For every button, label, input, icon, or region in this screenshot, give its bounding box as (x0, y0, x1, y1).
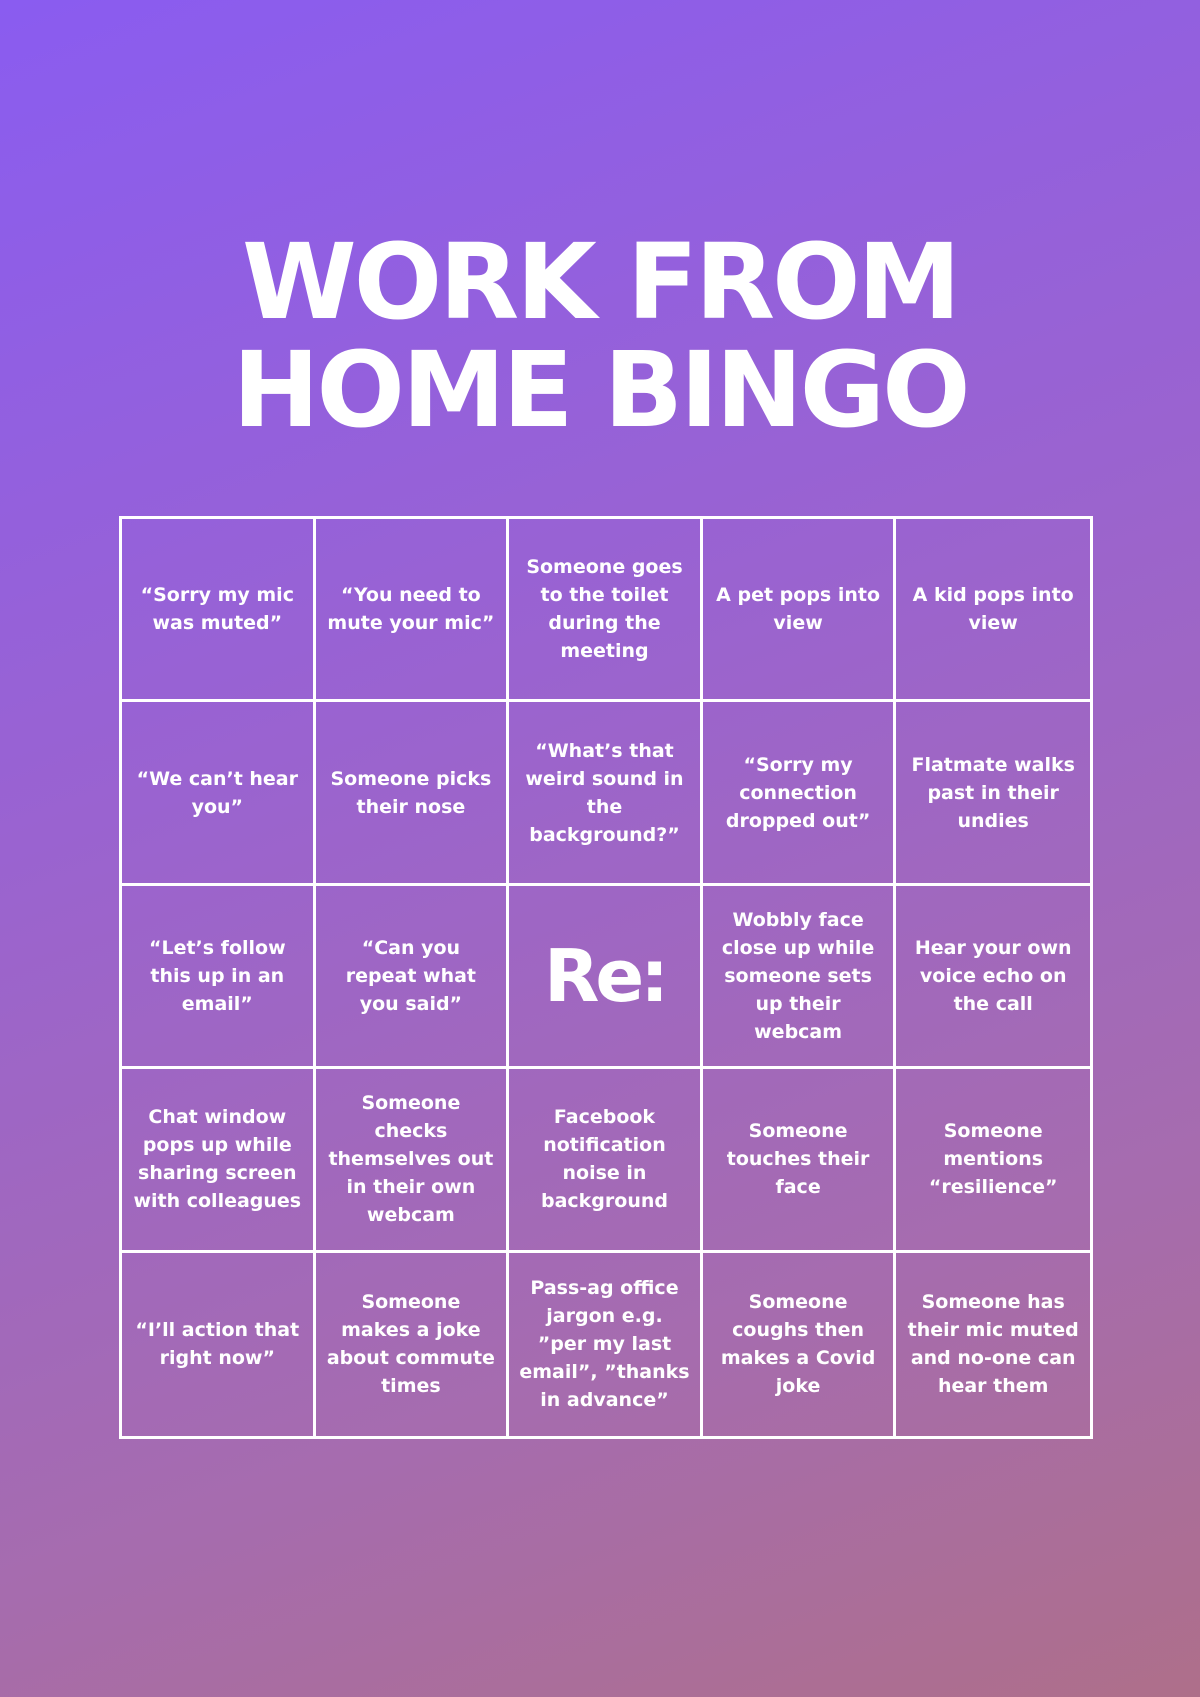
bingo-cell-kid-pops-into-view[interactable]: A kid pops into view (896, 519, 1090, 702)
bingo-cell-connection-dropped[interactable]: “Sorry my connection dropped out” (703, 702, 897, 885)
bingo-cell-cant-hear-you[interactable]: “We can’t hear you” (122, 702, 316, 885)
bingo-cell-sorry-mic-muted[interactable]: “Sorry my mic was muted” (122, 519, 316, 702)
bingo-grid (119, 516, 1093, 1439)
bingo-cell-weird-sound[interactable]: “What’s that weird sound in the background?” (509, 702, 703, 885)
bingo-cell-covid-joke[interactable]: Someone coughs then makes a Covid joke (703, 1253, 897, 1436)
page-title (0, 221, 1200, 451)
bingo-cell-checks-themselves-out[interactable]: Someone checks themselves out in their own webcam (316, 1069, 510, 1252)
bingo-cell-mute-your-mic[interactable]: “You need to mute your mic” (316, 519, 510, 702)
bingo-cell-touches-face[interactable]: Someone touches their face (703, 1069, 897, 1252)
bingo-cell-voice-echo[interactable]: Hear your own voice echo on the call (896, 886, 1090, 1069)
bingo-cell-action-that-now[interactable]: “I’ll action that right now” (122, 1253, 316, 1436)
re-logo: Re: (543, 933, 666, 1018)
bingo-cell-wobbly-face[interactable]: Wobbly face close up while someone sets up their webcam (703, 886, 897, 1069)
bingo-cell-repeat-what-you-said[interactable]: “Can you repeat what you said” (316, 886, 510, 1069)
title-line-2: HOME BINGO (232, 329, 968, 451)
bingo-cell-toilet-during-meeting[interactable]: Someone goes to the toilet during the meeting (509, 519, 703, 702)
bingo-cell-commute-joke[interactable]: Someone makes a joke about commute times (316, 1253, 510, 1436)
bingo-cell-flatmate-walks-past[interactable]: Flatmate walks past in their undies (896, 702, 1090, 885)
bingo-cell-office-jargon[interactable]: Pass-ag office jargon e.g. ”per my last email”, ”thanks in advance” (509, 1253, 703, 1436)
bingo-cell-facebook-notification[interactable]: Facebook notification noise in background (509, 1069, 703, 1252)
bingo-cell-follow-up-email[interactable]: “Let’s follow this up in an email” (122, 886, 316, 1069)
bingo-cell-center-logo (509, 886, 703, 1069)
bingo-cell-picks-nose[interactable]: Someone picks their nose (316, 702, 510, 885)
bingo-cell-pet-pops-into-view[interactable]: A pet pops into view (703, 519, 897, 702)
title-line-1: WORK FROM (241, 221, 959, 343)
bingo-cell-mentions-resilience[interactable]: Someone mentions “resilience” (896, 1069, 1090, 1252)
bingo-cell-mic-muted-no-one-hears[interactable]: Someone has their mic muted and no-one can hear them (907, 1291, 1079, 1398)
bingo-cell-chat-window-pops-up[interactable]: Chat window pops up while sharing screen with colleagues (122, 1069, 316, 1252)
